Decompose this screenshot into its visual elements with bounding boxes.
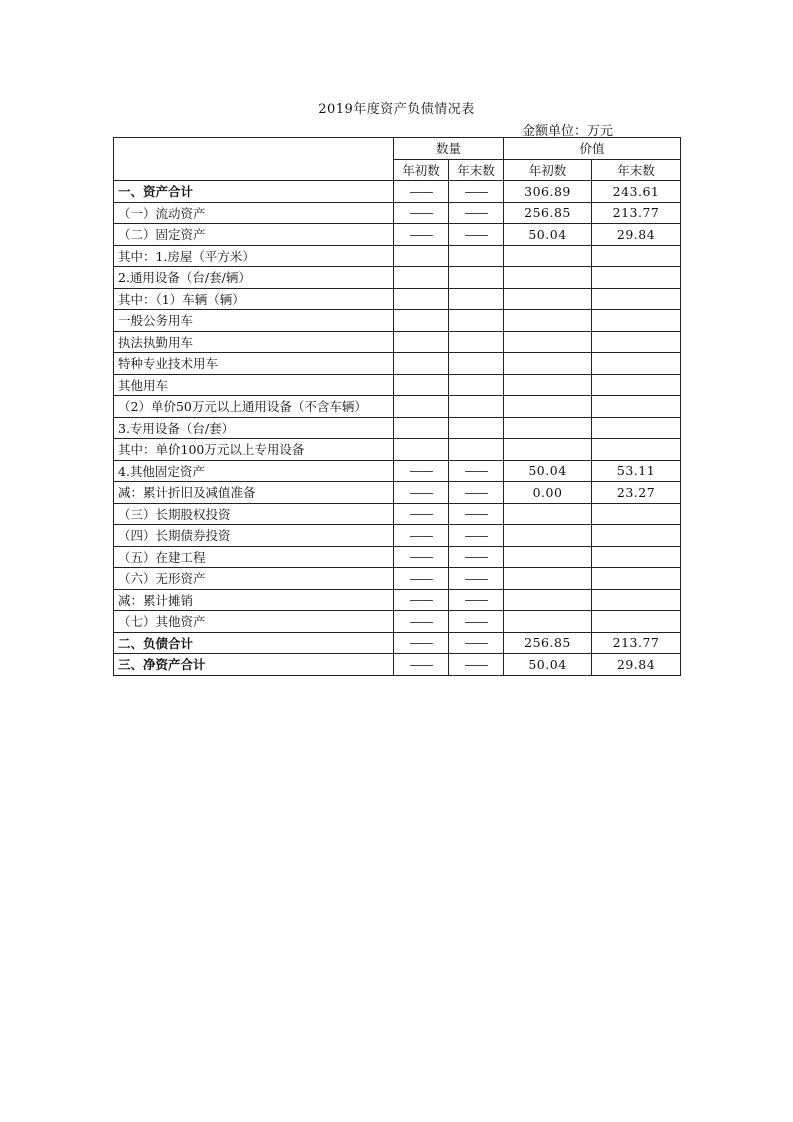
value-begin-cell [504,288,592,310]
row-label: 执法执勤用车 [114,331,394,353]
value-begin-cell [504,331,592,353]
qty-end-cell: —— [449,202,504,224]
value-end-cell [592,245,681,267]
row-label: 2.通用设备（台/套/辆） [114,267,394,289]
table-row [114,632,681,654]
qty-begin-cell: —— [394,654,449,676]
table-row [114,202,681,224]
row-label: 三、净资产合计 [114,654,394,676]
value-end-cell [592,267,681,289]
value-begin-cell: 50.04 [504,224,592,246]
qty-begin-cell [394,288,449,310]
table-row [114,546,681,568]
value-begin-cell [504,417,592,439]
value-begin-cell [504,310,592,332]
qty-begin-cell [394,374,449,396]
header-value: 价值 [504,138,681,160]
value-begin-cell [504,439,592,461]
table-row [114,525,681,547]
table-row [114,353,681,375]
qty-end-cell [449,245,504,267]
table-row [114,654,681,676]
row-label: （七）其他资产 [114,611,394,633]
value-end-cell [592,525,681,547]
table-row [114,503,681,525]
qty-begin-cell [394,439,449,461]
value-end-cell [592,310,681,332]
qty-begin-cell [394,331,449,353]
header-q-end: 年末数 [449,159,504,181]
value-end-cell: 213.77 [592,632,681,654]
qty-end-cell [449,439,504,461]
value-end-cell [592,589,681,611]
value-begin-cell [504,589,592,611]
qty-end-cell: —— [449,181,504,203]
value-end-cell [592,611,681,633]
header-v-end: 年末数 [592,159,681,181]
table-row [114,310,681,332]
qty-begin-cell: —— [394,482,449,504]
qty-begin-cell: —— [394,460,449,482]
table-row [114,460,681,482]
qty-begin-cell: —— [394,181,449,203]
value-end-cell: 53.11 [592,460,681,482]
qty-begin-cell [394,417,449,439]
table-row [114,224,681,246]
row-label: （六）无形资产 [114,568,394,590]
value-end-cell [592,503,681,525]
table-row [114,417,681,439]
value-begin-cell [504,568,592,590]
table-row [114,396,681,418]
value-end-cell: 29.84 [592,224,681,246]
row-label: 一、资产合计 [114,181,394,203]
value-begin-cell: 306.89 [504,181,592,203]
value-end-cell [592,396,681,418]
qty-begin-cell: —— [394,568,449,590]
header-row-group [114,138,681,160]
value-begin-cell [504,546,592,568]
value-begin-cell: 256.85 [504,202,592,224]
qty-end-cell: —— [449,503,504,525]
page-title: 2019年度资产负债情况表 [318,102,475,117]
value-begin-cell [504,353,592,375]
qty-end-cell: —— [449,525,504,547]
value-begin-cell: 50.04 [504,460,592,482]
value-end-cell [592,331,681,353]
header-item [114,138,394,181]
qty-end-cell [449,396,504,418]
qty-end-cell: —— [449,611,504,633]
row-label: 减：累计摊销 [114,589,394,611]
row-label: 3.专用设备（台/套） [114,417,394,439]
row-label: （二）固定资产 [114,224,394,246]
qty-begin-cell [394,396,449,418]
value-end-cell [592,546,681,568]
table-row [114,439,681,461]
value-end-cell: 29.84 [592,654,681,676]
row-label: （四）长期债券投资 [114,525,394,547]
qty-begin-cell: —— [394,202,449,224]
value-end-cell [592,417,681,439]
value-end-cell: 243.61 [592,181,681,203]
qty-end-cell [449,417,504,439]
qty-begin-cell: —— [394,503,449,525]
balance-table [113,137,681,676]
qty-begin-cell [394,310,449,332]
qty-end-cell [449,267,504,289]
qty-end-cell: —— [449,224,504,246]
value-end-cell [592,374,681,396]
value-end-cell [592,439,681,461]
row-label: （一）流动资产 [114,202,394,224]
qty-begin-cell: —— [394,589,449,611]
row-label: 减：累计折旧及减值准备 [114,482,394,504]
qty-begin-cell [394,267,449,289]
qty-end-cell: —— [449,568,504,590]
row-label: 特种专业技术用车 [114,353,394,375]
qty-end-cell: —— [449,460,504,482]
table-row [114,589,681,611]
value-end-cell [592,568,681,590]
value-begin-cell: 256.85 [504,632,592,654]
qty-end-cell [449,374,504,396]
table-row [114,374,681,396]
qty-end-cell: —— [449,654,504,676]
row-label: 其中：1.房屋（平方米） [114,245,394,267]
value-begin-cell [504,374,592,396]
qty-end-cell: —— [449,632,504,654]
header-quantity: 数量 [394,138,504,160]
value-begin-cell: 50.04 [504,654,592,676]
value-begin-cell: 0.00 [504,482,592,504]
value-begin-cell [504,245,592,267]
qty-end-cell: —— [449,482,504,504]
qty-end-cell [449,331,504,353]
header-q-begin: 年初数 [394,159,449,181]
table-row [114,568,681,590]
row-label: 4.其他固定资产 [114,460,394,482]
row-label: 二、负债合计 [114,632,394,654]
table-row [114,245,681,267]
value-begin-cell [504,525,592,547]
qty-begin-cell [394,353,449,375]
qty-begin-cell: —— [394,632,449,654]
table-row [114,611,681,633]
qty-end-cell: —— [449,546,504,568]
qty-begin-cell: —— [394,546,449,568]
qty-begin-cell: —— [394,611,449,633]
row-label: （2）单价50万元以上通用设备（不含车辆） [114,396,394,418]
table-row [114,331,681,353]
row-label: 其中：单价100万元以上专用设备 [114,439,394,461]
table-row [114,288,681,310]
table-body [114,181,681,676]
row-label: 其他用车 [114,374,394,396]
value-begin-cell [504,611,592,633]
header-v-begin: 年初数 [504,159,592,181]
qty-begin-cell: —— [394,525,449,547]
qty-end-cell [449,310,504,332]
row-label: 一般公务用车 [114,310,394,332]
row-label: （三）长期股权投资 [114,503,394,525]
qty-end-cell [449,353,504,375]
value-begin-cell [504,267,592,289]
qty-end-cell [449,288,504,310]
qty-begin-cell: —— [394,224,449,246]
value-begin-cell [504,396,592,418]
table-row [114,482,681,504]
value-end-cell: 213.77 [592,202,681,224]
qty-end-cell: —— [449,589,504,611]
value-begin-cell [504,503,592,525]
table-row [114,181,681,203]
table-row [114,267,681,289]
qty-begin-cell [394,245,449,267]
value-end-cell: 23.27 [592,482,681,504]
row-label: 其中：（1）车辆（辆） [114,288,394,310]
currency-unit: 金额单位：万元 [522,124,614,139]
row-label: （五）在建工程 [114,546,394,568]
value-end-cell [592,353,681,375]
value-end-cell [592,288,681,310]
